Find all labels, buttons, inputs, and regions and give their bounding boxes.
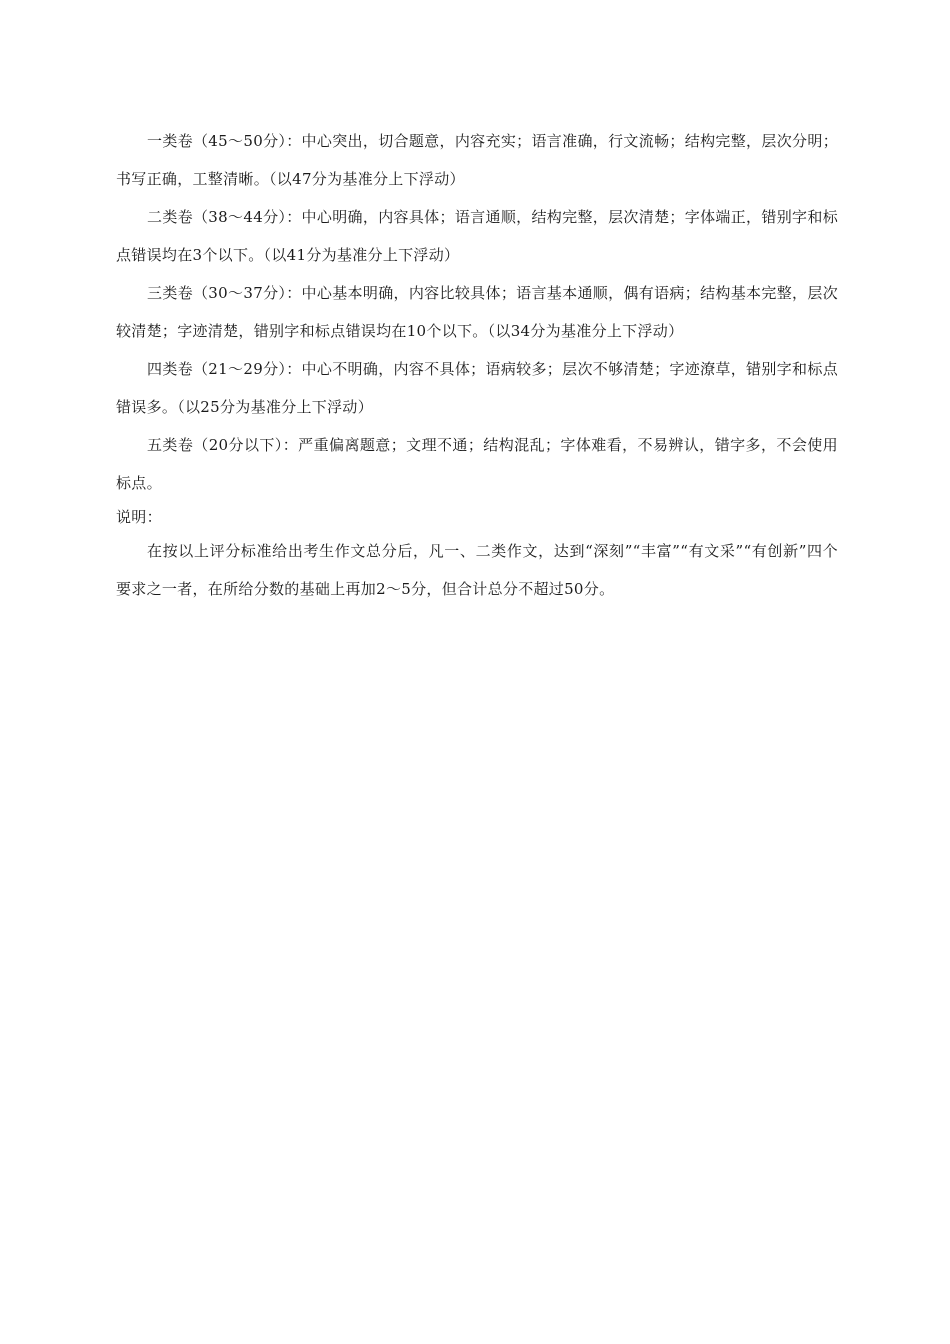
note-heading: 说明：: [116, 508, 162, 526]
grade-level-4-paragraph: 四类卷（21～29分）：中心不明确，内容不具体；语病较多；层次不够清楚；字迹潦草，错别字和标点错误多。（以25分为基准分上下浮动）: [116, 360, 838, 416]
grade-level-3-paragraph: 三类卷（30～37分）：中心基本明确，内容比较具体；语言基本通顺，偶有语病；结构基本完整，层次较清楚；字迹清楚，错别字和标点错误均在10个以下。（以34分为基准分上下浮动）: [116, 284, 838, 340]
grade-level-2-paragraph: 二类卷（38～44分）：中心明确，内容具体；语言通顺，结构完整，层次清楚；字体端正，错别字和标点错误均在3个以下。（以41分为基准分上下浮动）: [116, 208, 838, 264]
grade-level-1-paragraph: 一类卷（45～50分）：中心突出，切合题意，内容充实；语言准确，行文流畅；结构完整，层次分明；书写正确，工整清晰。（以47分为基准分上下浮动）: [116, 132, 838, 188]
grade-level-5-paragraph: 五类卷（20分以下）：严重偏离题意；文理不通；结构混乱；字体难看，不易辨认，错字多，不会使用标点。: [116, 436, 838, 492]
document-body: [116, 122, 838, 608]
note-paragraph: 在按以上评分标准给出考生作文总分后，凡一、二类作文，达到“深刻”“丰富”“有文采”“有创新”四个要求之一者，在所给分数的基础上再加2～5分，但合计总分不超过50分。: [116, 542, 838, 598]
